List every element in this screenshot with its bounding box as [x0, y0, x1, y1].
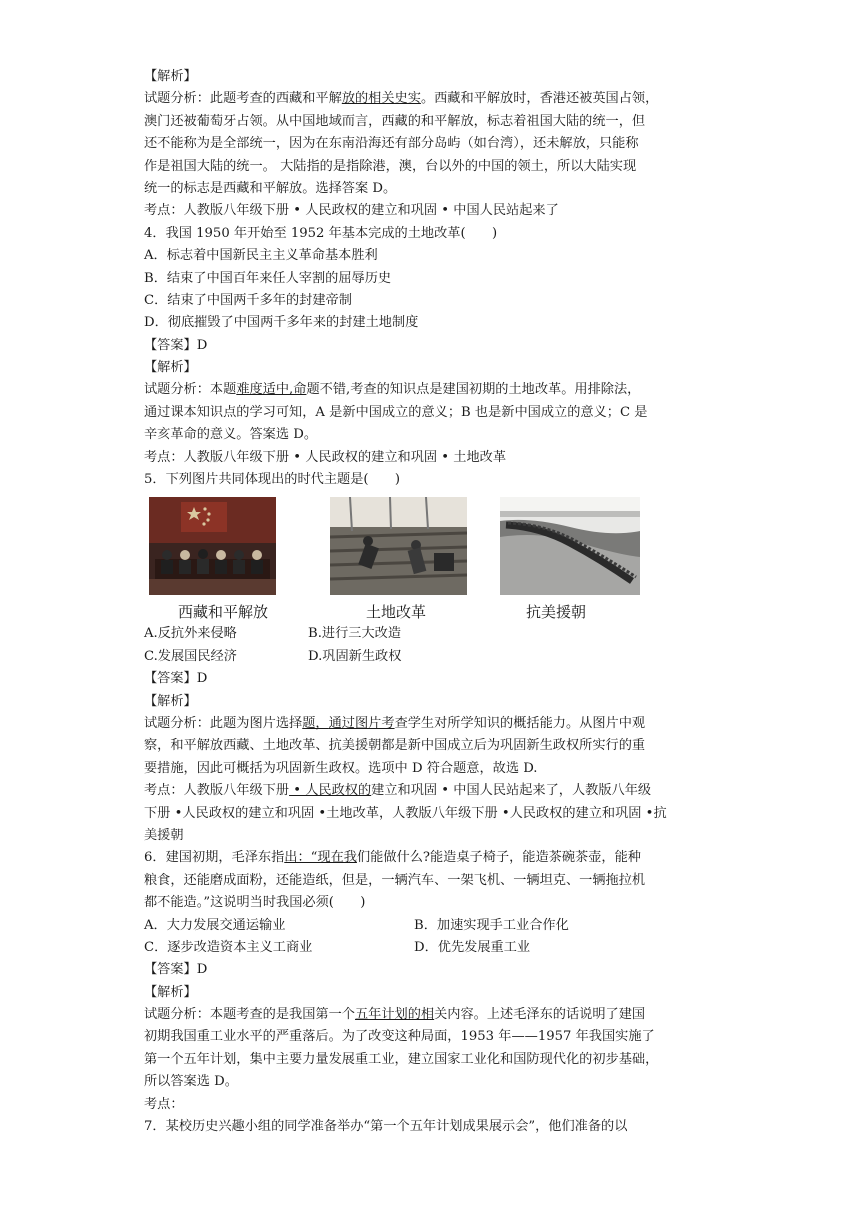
analysis-label: 【解析】 — [144, 360, 197, 376]
options-row — [144, 646, 724, 668]
analysis-label: 【解析】 — [144, 69, 197, 84]
analysis-line: 统一的标志是西藏和平解放。选择答案 D。 — [144, 180, 397, 196]
option-d: D．彻底摧毁了中国两千多年来的封建土地制度 — [144, 315, 419, 331]
answer-line: 【答案】D — [144, 337, 208, 353]
answer-line: 【答案】D — [144, 962, 208, 978]
question-stem: 粮食，还能磨成面粉，还能造纸，但是，一辆汽车、一架飞机、一辆坦克、一辆拖拉机 — [144, 872, 646, 888]
option-a: A．大力发展交通运输业 — [144, 917, 286, 933]
analysis-line: 作是祖国大陆的统一。 大陆指的是指除港，澳，台以外的中国的领土，所以大陆实现 — [144, 158, 637, 174]
photo-tibet-liberation — [149, 497, 276, 595]
analysis-line: 通过课本知识点的学习可知，A 是新中国成立的意义；B 也是新中国成立的意义；C 是 — [144, 404, 648, 420]
kaodian-line: 考点： — [144, 1096, 184, 1112]
option-d: D.巩固新生政权 — [308, 648, 402, 664]
question-stem: 5．下列图片共同体现出的时代主题是( ) — [144, 472, 401, 488]
analysis-line: 试题分析：本题难度适中,命题不错,考查的知识点是建国初期的土地改革。用排除法， — [144, 382, 641, 398]
answer-line: 【答案】D — [144, 671, 208, 687]
kaodian-line: 美援朝 — [144, 827, 184, 843]
analysis-line: 所以答案选 D。 — [144, 1074, 238, 1090]
photo-caption: 土地改革 — [366, 603, 427, 622]
photo-caption: 抗美援朝 — [526, 603, 587, 622]
analysis-line: 要措施，因此可概括为巩固新生政权。选项中 D 符合题意，故选 D. — [144, 760, 538, 776]
photo-strip — [144, 495, 724, 623]
option-b: B．结束了中国百年来任人宰割的屈辱历史 — [144, 270, 392, 286]
option-c: C.发展国民经济 — [144, 648, 237, 664]
document-page — [144, 66, 724, 1138]
option-b: B.进行三大改造 — [308, 626, 402, 642]
option-d: D．优先发展重工业 — [414, 939, 531, 955]
analysis-line: 第一个五年计划，集中主要力量发展重工业，建立国家工业化和国防现代化的初步基础， — [144, 1051, 659, 1067]
option-a: A.反抗外来侵略 — [144, 626, 237, 642]
analysis-line: 试题分析：本题考查的是我国第一个五年计划的相关内容。上述毛泽东的话说明了建国 — [144, 1007, 646, 1023]
kaodian-line: 考点：人教版八年级下册 • 人民政权的建立和巩固 • 中国人民站起来了，人教版八年级 — [144, 783, 652, 799]
kaodian-line: 下册 •人民政权的建立和巩固 •土地改革，人教版八年级下册 •人民政权的建立和巩固 •抗 — [144, 805, 667, 821]
question-stem: 6．建国初期，毛泽东指出：“现在我们能做什么?能造桌子椅子，能造茶碗茶壶，能种 — [144, 850, 641, 866]
analysis-line: 试题分析：此题考查的西藏和平解放的相关史实。西藏和平解放时，香港还被英国占领， — [144, 91, 659, 107]
option-a: A．标志着中国新民主主义革命基本胜利 — [144, 248, 378, 264]
options-row — [144, 623, 724, 645]
analysis-label: 【解析】 — [144, 693, 197, 709]
analysis-line: 还不能称为是全部统一，因为在东南沿海还有部分岛屿（如台湾），还未解放，只能称 — [144, 136, 639, 152]
kaodian-line: 考点：人教版八年级下册 • 人民政权的建立和巩固 • 土地改革 — [144, 449, 507, 465]
analysis-line: 初期我国重工业水平的严重落后。为了改变这种局面，1953 年——1957 年我国实施了 — [144, 1029, 655, 1045]
kaodian-line: 考点：人教版八年级下册 • 人民政权的建立和巩固 • 中国人民站起来了 — [144, 203, 559, 219]
analysis-line: 察，和平解放西藏、土地改革、抗美援朝都是新中国成立后为巩固新生政权所实行的重 — [144, 738, 646, 754]
option-b: B．加速实现手工业合作化 — [414, 917, 569, 933]
analysis-line: 澳门还被葡萄牙占领。从中国地域而言，西藏的和平解放，标志着祖国大陆的统一，但 — [144, 113, 646, 129]
options-row — [144, 915, 724, 937]
photo-caption: 西藏和平解放 — [178, 603, 269, 622]
question-stem: 7．某校历史兴趣小组的同学准备举办“第一个五年计划成果展示会”，他们准备的以 — [144, 1119, 628, 1135]
option-c: C．逐步改造资本主义工商业 — [144, 939, 313, 955]
analysis-line: 辛亥革命的意义。答案选 D。 — [144, 427, 318, 443]
question-stem: 4．我国 1950 年开始至 1952 年基本完成的土地改革( ) — [144, 225, 498, 241]
photo-korean-war — [500, 497, 640, 595]
analysis-line: 试题分析：此题为图片选择题，通过图片考查学生对所学知识的概括能力。从图片中观 — [144, 715, 646, 731]
option-c: C．结束了中国两千多年的封建帝制 — [144, 292, 352, 308]
photo-land-reform — [330, 497, 467, 595]
question-stem: 都不能造。”这说明当时我国必须( ) — [144, 895, 366, 911]
options-row — [144, 937, 724, 959]
analysis-label: 【解析】 — [144, 984, 197, 1000]
